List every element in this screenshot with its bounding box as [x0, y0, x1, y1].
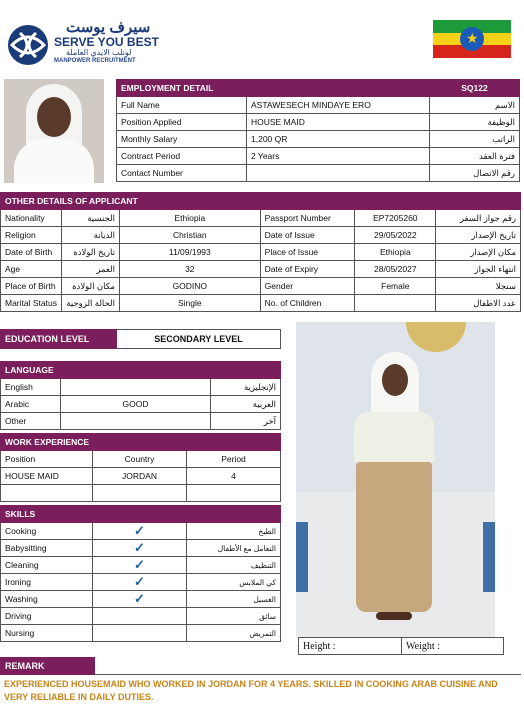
other-value-right [355, 295, 436, 312]
other-value-right: Female [355, 278, 436, 295]
language-section [0, 361, 281, 430]
other-arabic-right: عدد الاطفال [436, 295, 521, 312]
skill-arabic: سائق [187, 608, 281, 625]
other-arabic-left: الديانة [61, 227, 119, 244]
skill-arabic: كي الملابس [187, 574, 281, 591]
other-label-left: Marital Status [1, 295, 62, 312]
employment-title: EMPLOYMENT DETAIL [117, 80, 430, 97]
employment-row-value: HOUSE MAID [247, 114, 430, 131]
checkmark-icon: ✓ [134, 557, 145, 572]
other-label-right: Date of Issue [260, 227, 355, 244]
other-value-right: 28/05/2027 [355, 261, 436, 278]
skill-label: Driving [1, 608, 93, 625]
other-value-right: Ethiopia [355, 244, 436, 261]
other-arabic-left: الحالة الزوجية [61, 295, 119, 312]
other-details-row [1, 244, 521, 261]
other-arabic-left: الجنسية [61, 210, 119, 227]
language-arabic: الإنجليزية [211, 379, 281, 396]
work-cell [1, 485, 93, 502]
applicant-full-body-photo [296, 322, 495, 638]
employment-row-arabic: الراتب [430, 131, 520, 148]
other-label-right: No. of Children [260, 295, 355, 312]
skill-check-cell [93, 540, 187, 557]
education-value: SECONDARY LEVEL [117, 330, 281, 349]
language-arabic: آخر [211, 413, 281, 430]
employment-row-label: Contact Number [117, 165, 247, 182]
employment-row-value: ASTAWESECH MINDAYE ERO [247, 97, 430, 114]
employment-header [117, 80, 520, 97]
skill-check-cell [93, 523, 187, 540]
logo-globe-icon [4, 23, 52, 67]
employment-row [117, 131, 520, 148]
language-label: English [1, 379, 61, 396]
language-arabic: العربية [211, 396, 281, 413]
employment-row-arabic: رقم الاتصال [430, 165, 520, 182]
skill-row [1, 574, 281, 591]
other-value-left: Single [119, 295, 260, 312]
language-row [1, 379, 281, 396]
remark-text: EXPERIENCED HOUSEMAID WHO WORKED IN JORDAN FOR 4 YEARS. SKILLED IN COOKING ARAB CUISINE AND VERY RELIABLE IN DAILY DUTIES. [4, 679, 498, 702]
employment-row-arabic: الاسم [430, 97, 520, 114]
skill-label: Babysitting [1, 540, 93, 557]
work-cell: JORDAN [93, 468, 187, 485]
skill-row [1, 540, 281, 557]
other-label-left: Nationality [1, 210, 62, 227]
employment-row-value: 2 Years [247, 148, 430, 165]
company-logo [4, 18, 174, 68]
other-label-right: Passport Number [260, 210, 355, 227]
work-experience-section [0, 433, 281, 502]
other-value-left: Christian [119, 227, 260, 244]
work-row [1, 485, 281, 502]
work-cell [93, 485, 187, 502]
skill-check-cell [93, 557, 187, 574]
language-row [1, 396, 281, 413]
other-label-left: Date of Birth [1, 244, 62, 261]
skill-arabic: الطبخ [187, 523, 281, 540]
work-header-row [1, 451, 281, 468]
other-label-left: Religion [1, 227, 62, 244]
skill-label: Washing [1, 591, 93, 608]
employment-detail-section [116, 79, 520, 182]
skill-label: Cleaning [1, 557, 93, 574]
remark-section [0, 657, 521, 704]
other-arabic-left: العمر [61, 261, 119, 278]
other-value-right: 29/05/2022 [355, 227, 436, 244]
logo-english: SERVE YOU BEST [54, 35, 159, 49]
work-column-header: Position [1, 451, 93, 468]
employment-row-arabic: فترة العقد [430, 148, 520, 165]
language-title: LANGUAGE [1, 362, 281, 379]
other-label-right: Date of Expiry [260, 261, 355, 278]
other-value-left: Ethiopia [119, 210, 260, 227]
work-title: WORK EXPERIENCE [1, 434, 281, 451]
skill-row [1, 608, 281, 625]
other-label-left: Place of Birth [1, 278, 62, 295]
checkmark-icon: ✓ [134, 540, 145, 555]
applicant-portrait-photo [4, 79, 104, 183]
other-arabic-right: تاريخ الإصدار [436, 227, 521, 244]
logo-arabic-sub: لوتلب الايدي العاملة [66, 48, 132, 57]
skill-check-cell [93, 574, 187, 591]
other-arabic-left: مكان الولادة [61, 278, 119, 295]
employment-row-label: Monthly Salary [117, 131, 247, 148]
skills-section [0, 505, 281, 642]
employment-row-label: Full Name [117, 97, 247, 114]
work-cell: 4 [187, 468, 281, 485]
employment-row [117, 148, 520, 165]
language-label: Arabic [1, 396, 61, 413]
employment-row-value: 1,200 QR [247, 131, 430, 148]
language-level [61, 413, 211, 430]
other-label-right: Place of Issue [260, 244, 355, 261]
language-level: GOOD [61, 396, 211, 413]
education-section [0, 329, 281, 349]
other-details-row [1, 295, 521, 312]
skill-row [1, 557, 281, 574]
skill-arabic: الغسيل [187, 591, 281, 608]
skill-arabic: التعامل مع الأطفال [187, 540, 281, 557]
employment-row-label: Contract Period [117, 148, 247, 165]
skills-title: SKILLS [1, 506, 281, 523]
other-details-section [0, 192, 521, 312]
other-value-right: EP7205260 [355, 210, 436, 227]
other-details-row [1, 261, 521, 278]
skill-arabic: التنظيف [187, 557, 281, 574]
other-arabic-right: رقم جواز السفر [436, 210, 521, 227]
skill-row [1, 625, 281, 642]
work-cell: HOUSE MAID [1, 468, 93, 485]
logo-arabic: سيرف يوست [66, 19, 151, 36]
other-arabic-right: سنجلا [436, 278, 521, 295]
work-column-header: Period [187, 451, 281, 468]
work-row [1, 468, 281, 485]
other-label-right: Gender [260, 278, 355, 295]
employment-code: SQ122 [430, 80, 520, 97]
other-details-row [1, 227, 521, 244]
other-value-left: GODINO [119, 278, 260, 295]
other-details-row [1, 278, 521, 295]
remark-title: REMARK [1, 658, 95, 675]
employment-row [117, 165, 520, 182]
ethiopia-flag-icon: ★ [433, 20, 511, 58]
education-label: EDUCATION LEVEL [1, 330, 117, 349]
skill-check-cell [93, 608, 187, 625]
employment-row [117, 97, 520, 114]
measurements-box [298, 637, 504, 655]
employment-row-arabic: الوظيفة [430, 114, 520, 131]
skill-row [1, 591, 281, 608]
other-label-left: Age [1, 261, 62, 278]
language-level [61, 379, 211, 396]
other-value-left: 32 [119, 261, 260, 278]
skill-row [1, 523, 281, 540]
work-cell [187, 485, 281, 502]
employment-row-label: Position Applied [117, 114, 247, 131]
other-arabic-right: مكان الإصدار [436, 244, 521, 261]
skill-label: Nursing [1, 625, 93, 642]
checkmark-icon: ✓ [134, 591, 145, 606]
work-column-header: Country [93, 451, 187, 468]
skill-check-cell [93, 591, 187, 608]
checkmark-icon: ✓ [134, 523, 145, 538]
height-label: Height : [299, 638, 402, 655]
employment-row [117, 114, 520, 131]
weight-label: Weight : [402, 638, 504, 655]
skill-label: Ironing [1, 574, 93, 591]
checkmark-icon: ✓ [134, 574, 145, 589]
skill-arabic: التمريض [187, 625, 281, 642]
skill-label: Cooking [1, 523, 93, 540]
other-value-left: 11/09/1993 [119, 244, 260, 261]
language-label: Other [1, 413, 61, 430]
logo-sub: MANPOWER RECRUITMENT [54, 58, 136, 64]
other-arabic-left: تاريخ الولادة [61, 244, 119, 261]
skill-check-cell [93, 625, 187, 642]
language-row [1, 413, 281, 430]
other-details-title: OTHER DETAILS OF APPLICANT [1, 193, 521, 210]
employment-row-value [247, 165, 430, 182]
other-arabic-right: انتهاء الجواز [436, 261, 521, 278]
other-details-row [1, 210, 521, 227]
